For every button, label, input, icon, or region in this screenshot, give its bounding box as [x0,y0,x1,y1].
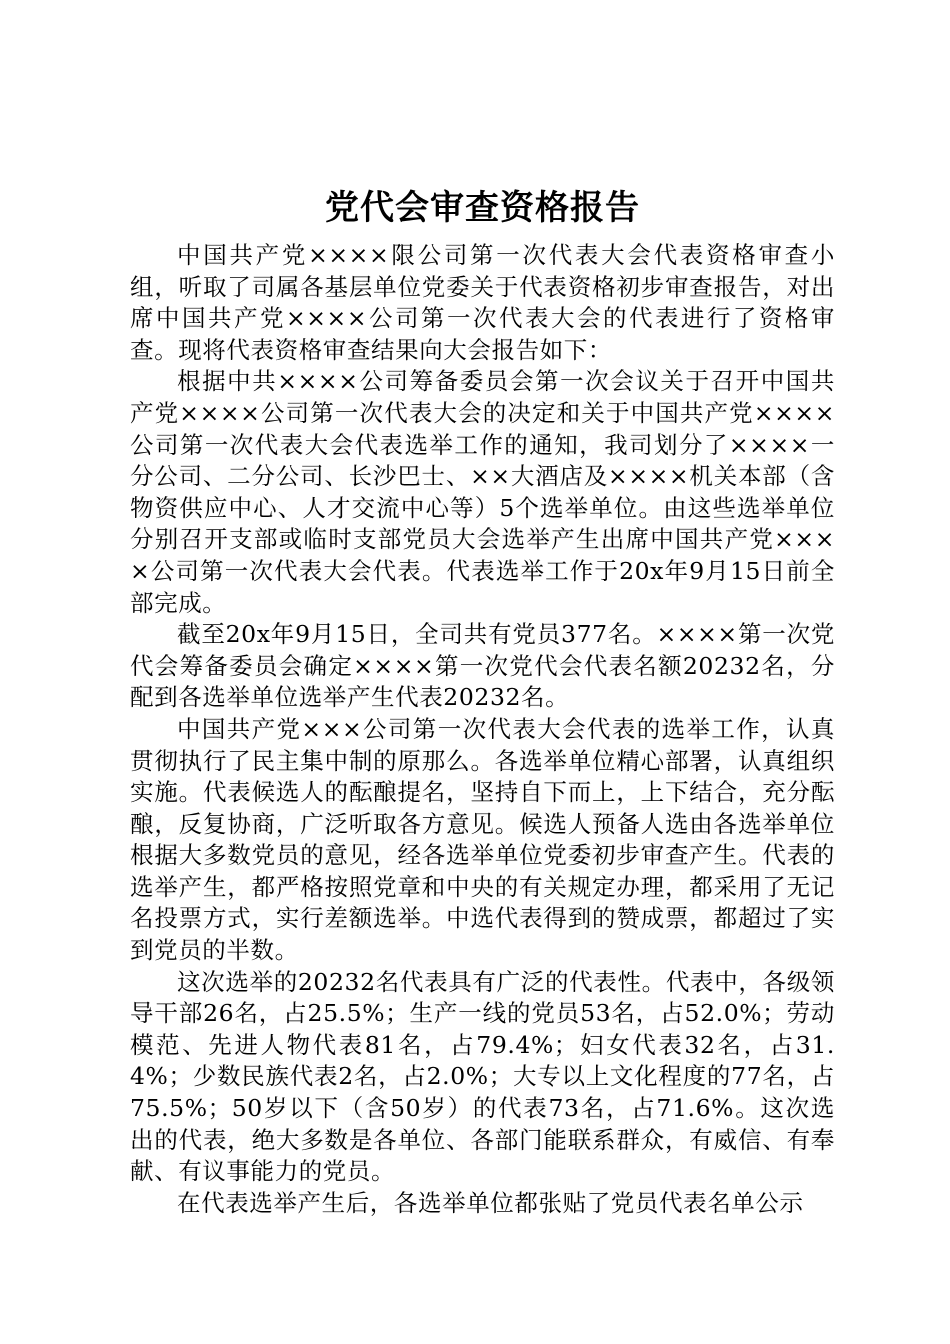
document-page [130,180,835,1219]
paragraph-member-count: 截至20x年9月15日，全司共有党员377名。××××第一次党代会筹备委员会确定××××第一次党代会代表名额20232名，分配到各选举单位选举产生代表20232名。 [130,620,835,712]
paragraph-election-process: 中国共产党×××公司第一次代表大会代表的选举工作，认真贯彻执行了民主集中制的原那么。各选举单位精心部署，认真组织实施。代表候选人的酝酿提名，坚持自下而上，上下结合，充分酝酿，反复协商，广泛听取各方意见。候选人预备人选由各选举单位根据大多数党员的意见，经各选举单位党委初步审查产生。代表的选举产生，都严格按照党章和中央的有关规定办理，都采用了无记名投票方式，实行差额选举。中选代表得到的赞成票，都超过了实到党员的半数。 [130,714,835,965]
paragraph-election-units: 根据中共××××公司筹备委员会第一次会议关于召开中国共产党××××公司第一次代表大会的决定和关于中国共产党××××公司第一次代表大会代表选举工作的通知，我司划分了××××一分公司、二分公司、长沙巴士、××大酒店及××××机关本部（含物资供应中心、人才交流中心等）5个选举单位。由这些选举单位分别召开支部或临时支部党员大会选举产生出席中国共产党××××公司第一次代表大会代表。代表选举工作于20x年9月15日前全部完成。 [130,367,835,617]
paragraph-intro: 中国共产党××××限公司第一次代表大会代表资格审查小组，听取了司属各基层单位党委关于代表资格初步审查报告，对出席中国共产党××××公司第一次代表大会的代表进行了资格审查。现将代表资格审查结果向大会报告如下： [130,241,835,364]
paragraph-publicity: 在代表选举产生后，各选举单位都张贴了党员代表名单公示 [177,1188,804,1217]
paragraph-representativeness: 这次选举的20232名代表具有广泛的代表性。代表中，各级领导干部26名，占25.5%；生产一线的党员53名，占52.0%；劳动模范、先进人物代表81名，占79.4%；妇女代表32名，占31.4%；少数民族代表2名，占2.0%；大专以上文化程度的77名，占75.5%；50岁以下（含50岁）的代表73名，占71.6%。这次选出的代表，绝大多数是各单位、各部门能联系群众，有威信、有奉献、有议事能力的党员。 [130,967,835,1186]
document-title: 党代会审查资格报告 [325,188,640,228]
